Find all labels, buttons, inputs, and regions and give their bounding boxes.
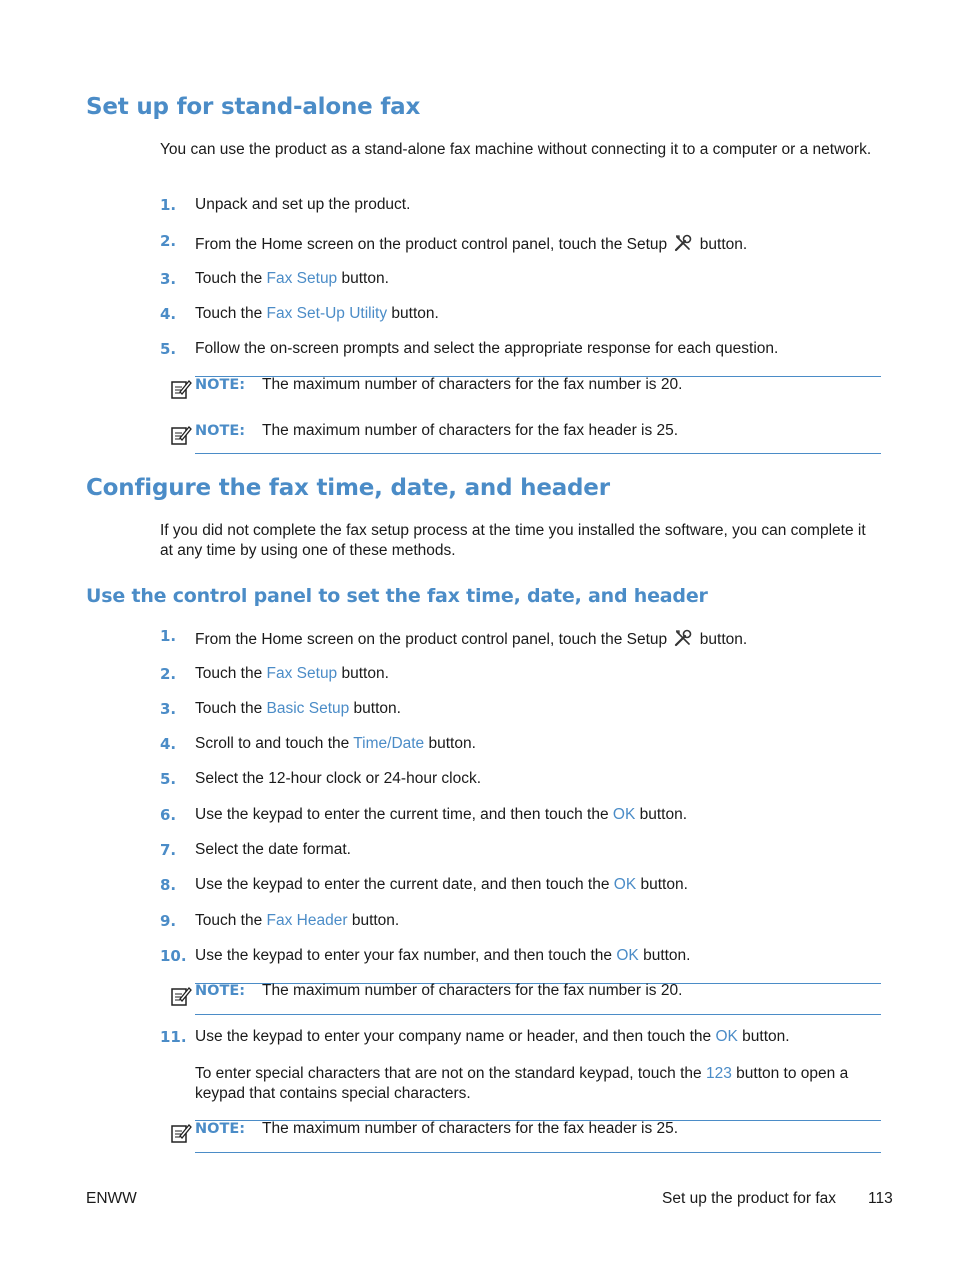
step-text-post: button. [387, 305, 439, 322]
step-number: 2. [160, 665, 177, 683]
step-text-pre: Use the keypad to enter the current date, and then touch the [195, 876, 614, 893]
step-text [195, 947, 690, 965]
step-number: 6. [160, 806, 177, 824]
step-number: 11. [160, 1028, 187, 1046]
step-text-pre: Touch the [195, 912, 267, 929]
step-text-pre: Touch the [195, 305, 267, 322]
step-text [195, 1028, 790, 1046]
step-text-pre: Use the keypad to enter your company name or header, and then touch the [195, 1028, 716, 1045]
step-text-pre: From the Home screen on the product control panel, touch the Setup [195, 631, 668, 648]
step-text: Follow the on-screen prompts and select the appropriate response for each question. [195, 340, 779, 357]
step-text-pre: Use the keypad to enter the current time, and then touch the [195, 806, 613, 823]
section-intro: If you did not complete the fax setup process at the time you installed the software, you can complete it at any time by using one of these methods. [160, 522, 866, 559]
step-text [195, 700, 401, 718]
step-text-post: button. [699, 236, 748, 253]
step-text [195, 233, 747, 254]
note-text: The maximum number of characters for the fax number is 20. [262, 376, 683, 393]
note-label: NOTE: [195, 377, 246, 393]
step-text-pre: Touch the [195, 700, 267, 717]
step-text-post: button. [636, 876, 688, 893]
step-text [195, 270, 389, 288]
fax-header-link[interactable]: Fax Header [266, 912, 348, 929]
note-divider [195, 1014, 881, 1015]
step-text [195, 665, 389, 683]
step-number: 1. [160, 627, 177, 645]
step-text [195, 735, 476, 753]
note-text: The maximum number of characters for the fax header is 25. [262, 1120, 679, 1137]
note-pencil-icon [170, 424, 192, 446]
setup-wrench-icon [673, 628, 693, 648]
footer-left: ENWW [86, 1190, 137, 1207]
step-text [195, 912, 399, 930]
step-text-post: button. [337, 270, 389, 287]
ok-link[interactable]: OK [613, 876, 637, 893]
note-pencil-icon [170, 1122, 192, 1144]
keypad-123-link[interactable]: 123 [705, 1065, 732, 1082]
step-text-post: button. [347, 912, 400, 929]
step-text: Select the date format. [195, 841, 351, 858]
step-number: 7. [160, 841, 177, 859]
section-title-standalone-fax: Set up for stand-alone fax [86, 94, 421, 120]
ok-link[interactable]: OK [715, 1028, 738, 1045]
note-text: The maximum number of characters for the fax number is 20. [262, 982, 683, 999]
note-text: The maximum number of characters for the fax header is 25. [262, 422, 679, 439]
step-detail-pre: To enter special characters that are not on the standard keypad, touch the [195, 1065, 706, 1082]
step-text [195, 628, 747, 649]
step-text [195, 876, 688, 894]
note-label: NOTE: [195, 1121, 246, 1137]
ok-link[interactable]: OK [616, 947, 639, 964]
ok-link[interactable]: OK [612, 806, 636, 823]
step-text-post: button. [737, 1028, 790, 1045]
step-number: 2. [160, 232, 177, 250]
note-pencil-icon [170, 985, 192, 1007]
step-text-post: button. [699, 631, 748, 648]
step-number: 10. [160, 947, 187, 965]
step-text [195, 305, 439, 323]
step-text-pre: Touch the [195, 665, 267, 682]
note-divider [195, 453, 881, 454]
step-text-pre: Use the keypad to enter your fax number, and then touch the [195, 947, 617, 964]
step-number: 9. [160, 912, 177, 930]
page-number: 113 [868, 1190, 893, 1207]
step-number: 5. [160, 770, 177, 788]
section-title-configure-fax: Configure the fax time, date, and header [86, 475, 610, 501]
step-text [195, 806, 687, 824]
step-number: 8. [160, 876, 177, 894]
note-divider [195, 1152, 881, 1153]
step-number: 4. [160, 735, 177, 753]
subsection-title: Use the control panel to set the fax time, date, and header [86, 585, 708, 607]
footer-section: Set up the product for fax [662, 1190, 837, 1207]
step-text: Unpack and set up the product. [195, 196, 411, 213]
setup-wrench-icon [673, 233, 693, 253]
step-number: 5. [160, 340, 177, 358]
step-text-post: button. [635, 806, 688, 823]
step-text-post: button. [349, 700, 401, 717]
note-label: NOTE: [195, 423, 246, 439]
note-pencil-icon [170, 378, 192, 400]
step-detail-post: button to open a keypad that contains special characters. [195, 1065, 849, 1102]
step-number: 3. [160, 270, 177, 288]
step-text-post: button. [337, 665, 389, 682]
step-number: 4. [160, 305, 177, 323]
step-number: 3. [160, 700, 177, 718]
fax-setup-link[interactable]: Fax Setup [266, 270, 338, 287]
step-number: 1. [160, 196, 177, 214]
step-text-post: button. [638, 947, 691, 964]
note-label: NOTE: [195, 983, 246, 999]
fax-setup-link[interactable]: Fax Setup [266, 665, 338, 682]
step-text: Select the 12-hour clock or 24-hour clock. [195, 770, 482, 787]
step-detail [195, 1064, 875, 1104]
step-text-pre: Touch the [195, 270, 267, 287]
basic-setup-link[interactable]: Basic Setup [266, 700, 350, 717]
time-date-link[interactable]: Time/Date [353, 735, 425, 752]
step-text-post: button. [424, 735, 476, 752]
step-text-pre: From the Home screen on the product control panel, touch the Setup [195, 236, 668, 253]
section-intro: You can use the product as a stand-alone fax machine without connecting it to a computer or a network. [160, 141, 872, 158]
step-text-pre: Scroll to and touch the [195, 735, 354, 752]
fax-setup-utility-link[interactable]: Fax Set-Up Utility [266, 305, 388, 322]
